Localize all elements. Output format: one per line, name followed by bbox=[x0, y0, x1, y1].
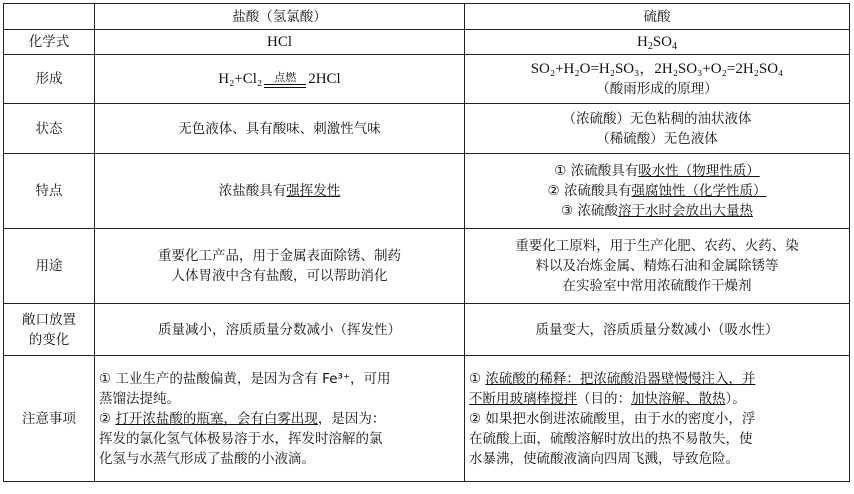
formation-label: 形成 bbox=[4, 55, 95, 104]
hcl-uses bbox=[95, 229, 465, 304]
exposed-label: 敞口放置 的变化 bbox=[4, 304, 95, 356]
hcl-note-1: ① 工业生产的盐酸偏黄，是因为含有 Fe³⁺，可用 bbox=[99, 370, 391, 387]
h2so4-use-2: 料以及冶炼金属、精炼石油和金属除锈等 bbox=[535, 258, 779, 274]
h2so4-note-4: 在硫酸上面，硫酸溶解时放出的热不易散失，使 bbox=[469, 430, 753, 447]
uses-row bbox=[4, 229, 850, 304]
acid-comparison-table bbox=[3, 3, 850, 482]
h2so4-note-2: 不断用玻璃棒搅拌（目的：加快溶解、散热）。 bbox=[469, 390, 746, 407]
hcl-notes bbox=[95, 356, 465, 482]
h2so4-features bbox=[465, 154, 850, 229]
equals-sign-icon bbox=[264, 84, 306, 88]
features-row bbox=[4, 154, 850, 229]
exposed-row bbox=[4, 304, 850, 356]
h2so4-use-3: 在实验室中常用浓硫酸作干燥剂 bbox=[562, 278, 752, 294]
h2so4-uses bbox=[465, 229, 850, 304]
uses-label: 用途 bbox=[4, 229, 95, 304]
hcl-note-5: 化氢与水蒸气形成了盐酸的小液滴。 bbox=[99, 450, 315, 467]
h2so4-feature-1: ① 浓硫酸具有吸水性（物理性质） bbox=[554, 163, 760, 179]
hcl-use-2: 人体胃液中含有盐酸，可以帮助消化 bbox=[171, 268, 388, 284]
h2so4-state-concentrated: （浓硫酸）无色粘稠的油状液体 bbox=[562, 110, 752, 127]
hcl-note-3: ② 打开浓盐酸的瓶塞，会有白雾出现，是因为： bbox=[99, 410, 386, 427]
h2so4-use-1: 重要化工原料，用于生产化肥、农药、火药、染 bbox=[515, 238, 799, 254]
state-label: 状态 bbox=[4, 104, 95, 154]
h2so4-formula: $H_2SO_4$ bbox=[465, 30, 850, 55]
state-row bbox=[4, 104, 850, 154]
header-h2so4: 硫酸 bbox=[465, 4, 850, 30]
features-label: 特点 bbox=[4, 154, 95, 229]
notes-label: 注意事项 bbox=[4, 356, 95, 482]
hcl-formula: HCl bbox=[95, 30, 465, 55]
h2so4-state bbox=[465, 104, 850, 154]
h2so4-feature-3: ③ 浓硫酸溶于水时会放出大量热 bbox=[561, 203, 753, 219]
h2so4-formation bbox=[465, 55, 850, 104]
header-hcl: 盐酸（氢氯酸） bbox=[95, 4, 465, 30]
reaction-condition-mark bbox=[264, 72, 306, 88]
hcl-use-1: 重要化工产品，用于金属表面除锈、制药 bbox=[158, 248, 401, 264]
hcl-product: 2HCl bbox=[308, 71, 341, 87]
h2so4-note-5: 水暴沸，使硫酸液滴向四周飞溅，导致危险。 bbox=[469, 450, 739, 467]
h2so4-formation-note: （酸雨形成的原理） bbox=[596, 81, 718, 97]
hcl-note-4: 挥发的氯化氢气体极易溶于水，挥发时溶解的氯 bbox=[99, 430, 383, 447]
header-row bbox=[4, 4, 850, 30]
h2so4-exposed: 质量变大，溶质质量分数减小（吸水性） bbox=[465, 304, 850, 356]
hcl-note-2: 蒸馏法提纯。 bbox=[99, 390, 180, 407]
h2so4-note-1: ① 浓硫酸的稀释：把浓硫酸沿器壁慢慢注入，并 bbox=[469, 370, 756, 387]
formation-row bbox=[4, 55, 850, 104]
notes-row bbox=[4, 356, 850, 482]
formula-row bbox=[4, 30, 850, 55]
hcl-feature-underlined: 强挥发性 bbox=[286, 183, 341, 199]
h2so4-note-3: ② 如果把水倒进浓硫酸里，由于水的密度小，浮 bbox=[469, 410, 756, 427]
hcl-formation bbox=[95, 55, 465, 104]
hcl-state: 无色液体、具有酸味、刺激性气味 bbox=[95, 104, 465, 154]
h2so4-state-dilute: （稀硫酸）无色液体 bbox=[596, 130, 718, 147]
formula-label: 化学式 bbox=[4, 30, 95, 55]
header-corner bbox=[4, 4, 95, 30]
h2so4-formation-equation: SO₂+H₂O=H₂SO₃，2H₂SO₃+O₂=2H₂SO₄ bbox=[530, 61, 784, 77]
hcl-features: 浓盐酸具有强挥发性 bbox=[95, 154, 465, 229]
reaction-condition: 点燃 bbox=[274, 70, 297, 84]
h2so4-notes bbox=[465, 356, 850, 482]
h2so4-feature-2: ② 浓硫酸具有强腐蚀性（化学性质） bbox=[547, 183, 767, 199]
hcl-exposed: 质量减小，溶质质量分数减小（挥发性） bbox=[95, 304, 465, 356]
hcl-reactants: H₂+Cl₂ bbox=[218, 71, 263, 87]
